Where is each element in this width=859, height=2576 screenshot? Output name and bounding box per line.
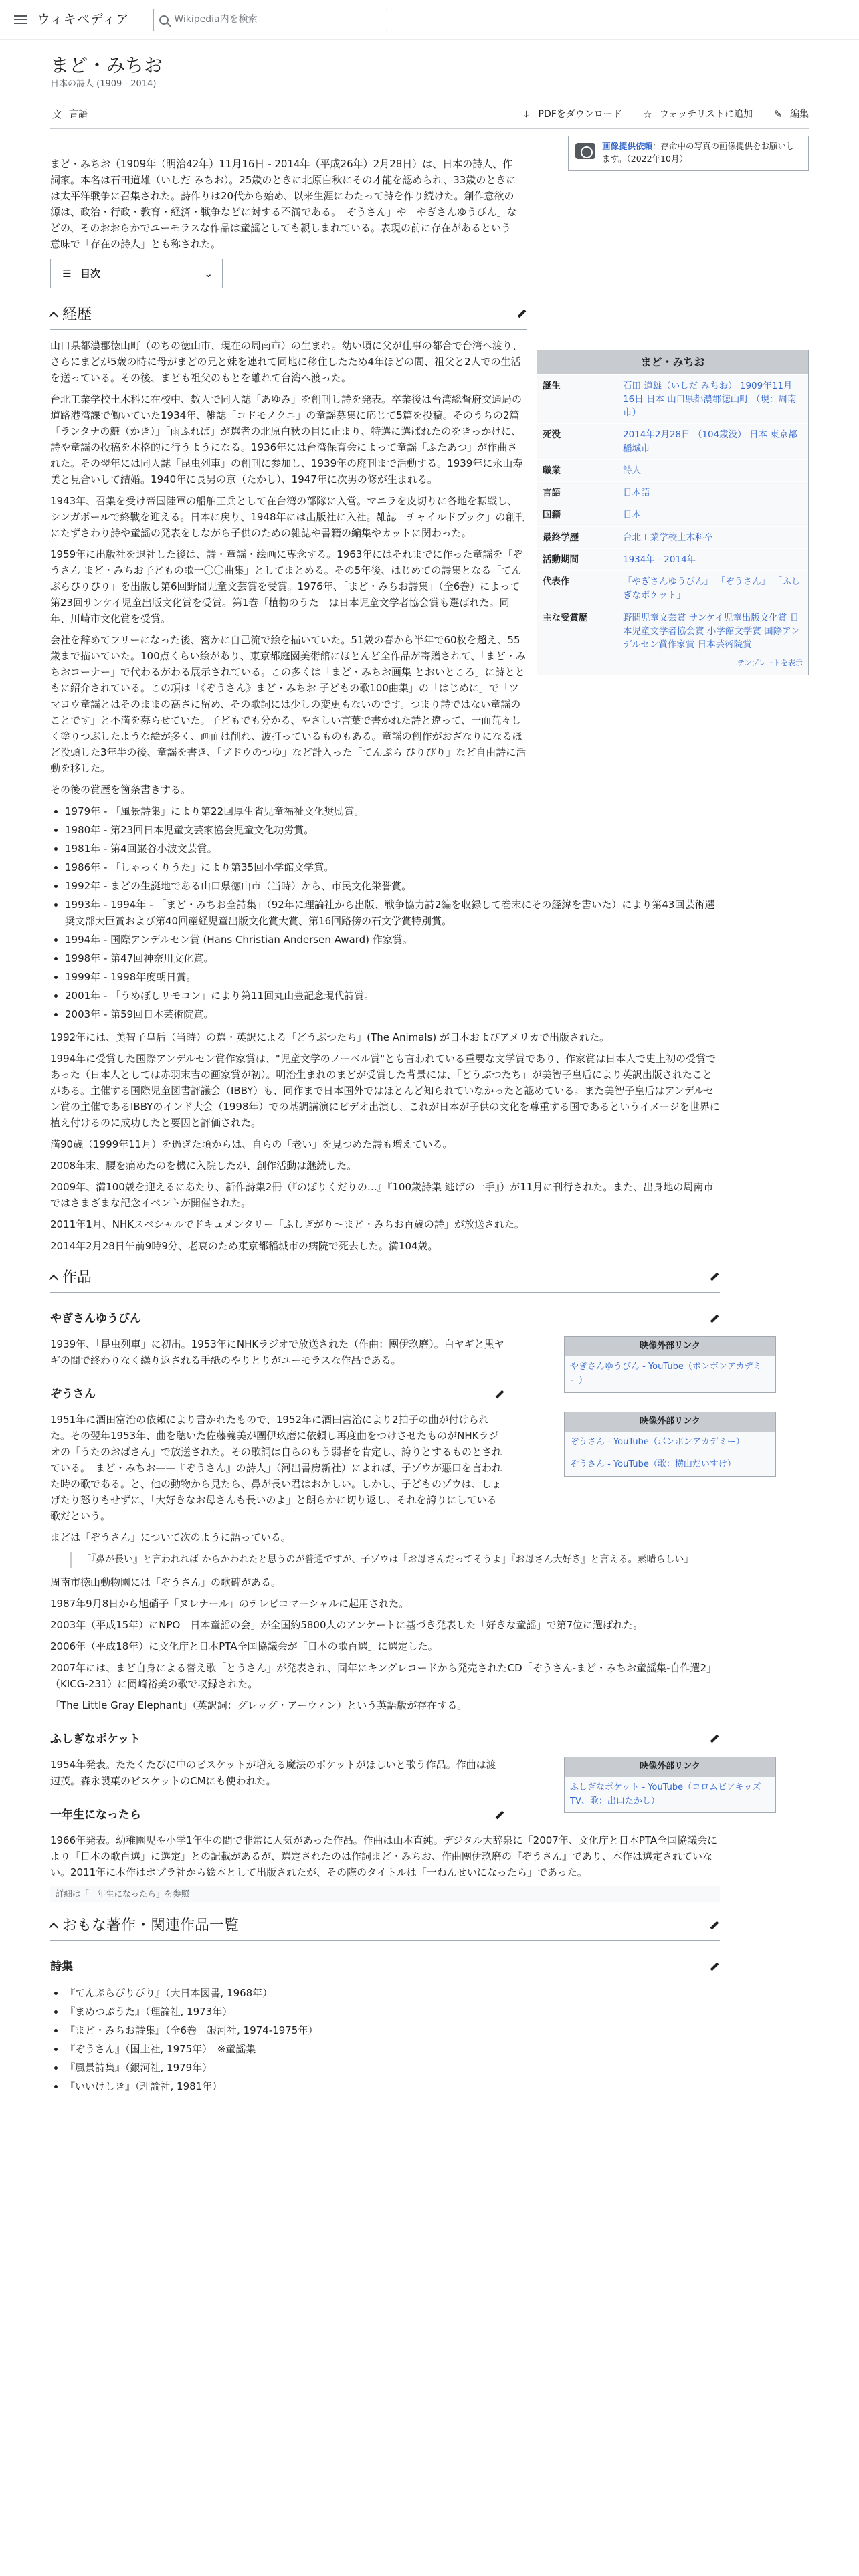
career-para: 山口県都濃郡徳山町（のちの徳山市、現在の周南市）の生まれ。幼い頃に父が仕事の都合で台湾へ渡り、さらにまどが5歳の時に母がまどの兄と妹を連れて同地に移住したため4年ほどの間、祖父と2人での生活を送っている。その後、まども祖父のもとを離れて台湾へ渡った。 xyxy=(50,339,522,384)
list-item: • 1992年 - まどの生誕地である山口県徳山市（当時）から、市民文化栄誉賞。 xyxy=(65,878,720,894)
show-template-link[interactable]: テンプレートを表示 xyxy=(737,659,803,668)
infobox-row: 言語 日本語 xyxy=(537,481,808,504)
page-subtitle: 日本の詩人 (1909 - 2014) xyxy=(50,79,157,90)
zou-para: 「The Little Gray Elephant」（英訳詞：グレッグ・アーウィン）という英語版が存在する。 xyxy=(50,1699,468,1711)
video-link-box: 映像外部リンク やぎさんゆうびん - YouTube（ボンボンアカデミー） xyxy=(564,1336,776,1392)
site-logo[interactable]: ウィキペディア xyxy=(37,12,130,27)
video-link[interactable]: やぎさんゆうびん - YouTube（ボンボンアカデミー） xyxy=(570,1362,762,1386)
image-request-notice: 画像提供依頼：存命中の写真の画像提供をお願いします。（2022年10月） xyxy=(50,136,809,171)
infobox-row: 主な受賞歴 野間児童文芸賞 サンケイ児童出版文化賞 日本児童文学者協会賞 小学館文学賞 国際アンデルセン賞作家賞 日本芸術院賞 xyxy=(537,607,808,656)
search-input[interactable]: Wikipedia内を検索 xyxy=(174,14,258,25)
section-heading-bibliography: おもな著作・関連作品一覧 xyxy=(50,1914,720,1941)
download-pdf-button[interactable]: ⤓ PDFをダウンロード xyxy=(520,107,622,122)
edit-icon[interactable] xyxy=(494,1810,505,1821)
awards-intro: その後の賞歴を箇条書きする。 xyxy=(50,783,191,796)
subsection-pocket: ふしぎなポケット xyxy=(50,1731,720,1749)
list-item: • 1994年 - 国際アンデルセン賞 (Hans Christian Andersen Award) 作家賞。 xyxy=(65,932,720,948)
bibliography-list xyxy=(50,1985,720,2095)
ichinen-text: 1966年発表。幼稚園児や小学1年生の間で非常に人気があった作品。作曲は山本直純。デジタル大辞泉に「2007年、文化庁と日本PTA全国協議会により「日本の歌百選」に選定」との記載があるが、選定されたのは作詞まど・みちお、作曲團伊玖磨の『ぞうさん』であり、本作は選定されていない。2011年に本作はポプラ社から絵本として出版されたが、その際のタイトルは「一ねんせいになったら」であった。 xyxy=(50,1834,718,1879)
career-para: 2008年末、腰を痛めたのを機に入院したが、創作活動は継続した。 xyxy=(50,1159,357,1172)
hatnote[interactable]: 詳細は「一年生になったら」を参照 xyxy=(50,1886,720,1902)
list-item: • 1998年 - 第47回神奈川文化賞。 xyxy=(65,950,720,966)
list-item: • 1986年 - 「しゃっくりうた」により第35回小学館文学賞。 xyxy=(65,859,720,875)
list-item: • 1980年 - 第23回日本児童文芸家協会児童文化功労賞。 xyxy=(65,822,720,838)
video-link-box: 映像外部リンク ふしぎなポケット - YouTube（コロムビアキッズTV、歌：出口たかし） xyxy=(564,1757,776,1813)
edit-icon[interactable] xyxy=(709,1734,720,1745)
career-para: 2014年2月28日午前9時9分、老衰のため東京都稲城市の病院で死去した。満104歳。 xyxy=(50,1239,438,1252)
list-item: • 1999年 - 1998年度朝日賞。 xyxy=(65,969,720,985)
infobox-row: 活動期間 1934年 - 2014年 xyxy=(537,548,808,570)
zou-quote-intro: まどは「ぞうさん」について次のように語っている。 xyxy=(50,1531,291,1544)
toc-button[interactable]: ☰ 目次 ⌄ xyxy=(50,259,223,288)
infobox-row: 職業 詩人 xyxy=(537,459,808,481)
career-para: 1992年には、美智子皇后（当時）の選・英訳による「どうぶつたち」(The Animals) が日本およびアメリカで出版された。 xyxy=(50,1031,609,1043)
infobox-row: 国籍 日本 xyxy=(537,504,808,526)
section-heading-career: 経歴 xyxy=(50,303,527,330)
video-link[interactable]: ぞうさん - YouTube（ボンボンアカデミー） xyxy=(570,1437,745,1448)
career-para: 台北工業学校土木科に在校中、数人で同人誌「あゆみ」を創刊し詩を発表。卒業後は台湾総督府交通局の道路港湾課で働いていた1934年、雑誌「コドモノクニ」の童謡募集に応じて5篇を投稿。そのうちの2篇「ランタナの籬（かき）」「雨ふれば」が選者の北原白秋の目に止まり、特選に選ばれたのをきっかけに、詩や童謡の投稿を本格的に行うようになる。1936年には台湾保育会によって童謡「ふたあつ」が作曲された。その翌年には同人誌「昆虫列車」の創刊に参加し、1939年の廃刊まで活動する。1939年に永山寿美と見合いして結婚。1940年に長男の京（たかし）、1947年に次男の修が生まれる。 xyxy=(50,393,523,486)
career-para: 2009年、満100歳を迎えるにあたり、新作詩集2冊（『のぼりくだりの…』『100歳詩集 逃げの一手』）が11月に刊行された。また、出身地の周南市ではさまざまな記念イベントが開催された。 xyxy=(50,1180,714,1209)
zou-para: 2003年（平成15年）にNPO「日本童謡の会」が全国約5800人のアンケートに基づき発表した「好きな童謡」で第7位に選ばれた。 xyxy=(50,1618,644,1631)
star-icon: ☆ xyxy=(643,108,652,121)
watchlist-button[interactable]: ☆ ウォッチリストに追加 xyxy=(641,107,753,122)
infobox-row: 死没 2014年2月28日 （104歳没） 日本 東京都稲城市 xyxy=(537,423,808,459)
edit-icon[interactable] xyxy=(709,1921,720,1931)
edit-icon[interactable] xyxy=(709,1272,720,1283)
download-icon: ⤓ xyxy=(524,108,529,121)
list-item: • 『てんぷらぴりぴり』（大日本図書, 1968年） xyxy=(65,1985,720,2001)
list-item: • 『いいけしき』（理論社, 1981年） xyxy=(65,2078,720,2095)
image-request-link[interactable]: 画像提供依頼 xyxy=(602,141,653,152)
pocket-text: 1954年発表。たたくたびに中のビスケットが増える魔法のポケットがほしいと歌う作品。作曲は渡辺茂。森永製菓のビスケットのCMにも使われた。 xyxy=(50,1759,496,1788)
subsection-zou: ぞうさん xyxy=(50,1386,505,1404)
edit-button[interactable]: ✎ 編集 xyxy=(771,107,809,122)
video-link-box: 映像外部リンク ぞうさん - YouTube（ボンボンアカデミー） ぞうさん - YouTube（歌：横山だいすけ） xyxy=(564,1412,776,1476)
zou-para: 2006年（平成18年）に文化庁と日本PTA全国協議会が「日本の歌百選」に選定した。 xyxy=(50,1640,438,1652)
lead-paragraph: まど・みちお（1909年（明治42年）11月16日 - 2014年（平成26年）2月28日）は、日本の詩人、作詞家。本名は石田道雄（いしだ みちお）。25歳のときに北原白秋にその才能を認められ、33歳のときには太平洋戦争に召集された。詩作りは20代から始め、以来生涯にわたって詩を作り続けた。創作意欲の源は、政治・行政・教育・経済・戦争などに対する不満である。「ぞうさん」や「やぎさんゆうびん」などの、そのおおらかでユーモラスな作品は童謡としても親しまれている。表現の前に存在があるという意味で「存在の詩人」とも称された。 xyxy=(50,157,517,250)
video-link[interactable]: ぞうさん - YouTube（歌：横山だいすけ） xyxy=(570,1459,736,1470)
edit-icon[interactable] xyxy=(709,1314,720,1325)
list-item: • 2001年 - 「うめぼしリモコン」により第11回丸山豊記念現代詩賞。 xyxy=(65,988,720,1004)
pencil-icon: ✎ xyxy=(773,108,783,121)
career-para: 1994年に受賞した国際アンデルセン賞作家賞は、"児童文学のノーベル賞"とも言われている重要な文学賞であり、作家賞は日本人で史上初の受賞であった（日本人としては赤羽末吉の画家賞が初）。明治生まれのまどが受賞した背景には、「どうぶつたち」が美智子皇后により英訳出版されたことがある。主催する国際児童図書評議会（IBBY）も、同作まで日本国外ではほとんど知られていなかったと認めている。また美智子皇后はアンデルセン賞の主催であるIBBYのインド大会（1998年）での基調講演にビデオ出演し、これが日本が子供の文化を尊重する国であるというイメージを世界に植え付けるのに成功したと要因と評価された。 xyxy=(50,1052,720,1129)
list-item: • 『まめつぶうた』（理論社, 1973年） xyxy=(65,2004,720,2020)
career-para: 1943年、召集を受け帝国陸軍の船舶工兵として在台湾の部隊に入営。マニラを皮切りに各地を転戦し、シンガポールで終戦を迎える。日本に戻り、1948年には出版社に入社。雑誌「チャイルドブック」の創刊にたずさわり詩や童謡の発表をしながら子供のための雑誌や書籍の編集やカットに関わった。 xyxy=(50,494,526,539)
subsection-poetry: 詩集 xyxy=(50,1958,720,1976)
career-para: 1959年に出版社を退社した後は、詩・童謡・絵画に専念する。1963年にはそれまでに作った童謡を「ぞうさん まど・みちお子どもの歌一〇〇曲集」としてまとめる。その5年後、はじめての詩集となる「てんぷらぴりぴり」を出版し第6回野間児童文芸賞を受賞。1976年、「まど・みちお詩集」（全6巻）によって第23回サンケイ児童出版文化賞を受賞。第1巻「植物のうた」は日本児童文学者協会賞も選ばれた。同年、川崎市文化賞を受賞。 xyxy=(50,548,523,625)
zou-para: 1987年9月8日から旭硝子「ヌレナール」のテレビコマーシャルに起用された。 xyxy=(50,1597,409,1610)
list-item: • 『まど・みちお詩集』（全6巻 銀河社, 1974-1975年） xyxy=(65,2022,720,2038)
section-heading-works: 作品 xyxy=(50,1266,720,1293)
zou-para: 2007年には、まど自身による替え歌「とうさん」が発表され、同年にキングレコードから発売されたCD「ぞうさん-まど・みちお童謡集-自作選2」（KICG-231）に岡崎裕美の歌で収録された。 xyxy=(50,1661,717,1690)
infobox-title: まど・みちお xyxy=(537,350,808,374)
language-icon: 文 xyxy=(52,108,62,121)
page-title: まど・みちお xyxy=(50,54,163,76)
quote-block: 「『鼻が長い』と言われれば からかわれたと思うのが普通ですが、子ゾウは『お母さんだってそうよ』『お母さん大好き』と言える。素晴らしい」 xyxy=(70,1552,700,1567)
collapse-icon[interactable] xyxy=(49,1923,58,1932)
collapse-icon[interactable] xyxy=(49,312,58,321)
edit-icon[interactable] xyxy=(709,1962,720,1973)
list-item: • 1979年 - 「風景詩集」により第22回厚生省児童福祉文化奨励賞。 xyxy=(65,803,720,819)
list-item: • 1981年 - 第4回巌谷小波文芸賞。 xyxy=(65,841,720,857)
career-para: 会社を辞めてフリーになった後、密かに自己流で絵を描いていた。51歳の春から半年で60枚を超え、55歳まで描いていた。100点くらい絵があり、東京都庭園美術館にほとんど全作品が寄贈されて、「まど・みちおコーナー」で代わるがわる展示されている。この多くは「まど・みちお画集 とおいところ」に詩とともに紹介されている。この項は「《ぞうさん》まど・みちお 子どもの歌100曲集」の「はじめに」で「ツマヨウ童謡とはそのままの高さに留め、その歌詞には少しの変更もないのです。つまり詩ではない童謡のことです」と不満を募らせていた。子どもでも分かる、やさしい言葉で書かれた詩と違って、一面荒々しく塗りつぶしたような絵が多く、画面は削れ、波打っているものもある。童謡の創作がおざなりになるほど没頭した3年半の後、童謡を書き、「ブドウのつゆ」など計入った「てんぷら ぴりぴり」など自由詩に活動を移した。 xyxy=(50,633,527,774)
video-link[interactable]: ふしぎなポケット - YouTube（コロムビアキッズTV、歌：出口たかし） xyxy=(570,1782,761,1806)
edit-icon[interactable] xyxy=(494,1390,505,1400)
awards-list xyxy=(50,803,720,1023)
infobox-row: 最終学歴 台北工業学校土木科卒 xyxy=(537,526,808,548)
language-button[interactable]: 文 言語 xyxy=(50,107,88,122)
article-toolbar xyxy=(50,100,809,129)
collapse-icon[interactable] xyxy=(49,1275,58,1284)
subsection-ichinen: 一年生になったら xyxy=(50,1806,505,1824)
infobox-row: 代表作 「やぎさんゆうびん」 「ぞうさん」 「ふしぎなポケット」 xyxy=(537,570,808,607)
list-item: • 『ぞうさん』（国土社, 1975年） ※童謡集 xyxy=(65,2041,720,2057)
edit-icon[interactable] xyxy=(516,309,527,320)
list-icon: ☰ xyxy=(62,267,72,280)
chevron-down-icon: ⌄ xyxy=(204,267,213,280)
zou-para: 周南市徳山動物園には「ぞうさん」の歌碑がある。 xyxy=(50,1576,282,1588)
list-item: • 1993年 - 1994年 - 「まど・みちお全詩集」（92年に理論社から出版、戦争協力詩2編を収録して巻末にその経緯を書いた）により第43回芸術選奨文部大臣賞および第40回産経児童出版文化賞大賞、第16回路傍の石文学賞特別賞。 xyxy=(65,897,720,929)
infobox xyxy=(537,350,809,675)
search-icon xyxy=(159,15,169,25)
yagi-text: 1939年、「昆虫列車」に初出。1953年にNHKラジオで放送された（作曲：團伊玖磨）。白ヤギと黒ヤギの間で終わりなく繰り返される手紙のやりとりがユーモラスな作品である。 xyxy=(50,1338,504,1367)
subsection-yagi: やぎさんゆうびん xyxy=(50,1310,720,1328)
search-box[interactable] xyxy=(153,9,387,31)
zou-text: 1951年に酒田富治の依頼により書かれたもので、1952年に酒田富治により2拍子の曲が付けられた。その翌年1953年、曲を聴いた佐藤義美が團伊玖磨に依頼し再度曲をつけさせたものがNHKラジオの「うたのおばさん」で放送された。その歌詞は自らのもう弱者を肯定し、誇りとするものとされている。「まど・みちお——『ぞうさん』の詩人」（河出書房新社）によれば、子ゾウが悪口を言われた時の歌である。と、他の動物から見たら、鼻が長い君はおかしい。しかし、子どものゾウは、しょげたり怒りもせずに、「大好きなお母さんも長いのよ」と朗らかに切り返し、それを誇りにしている歌だという。 xyxy=(50,1414,502,1523)
top-bar xyxy=(0,0,859,40)
menu-icon[interactable] xyxy=(13,13,28,27)
career-para: 2011年1月、NHKスペシャルでドキュメンタリー「ふしぎがり〜まど・みちお百歳の詩」が放送された。 xyxy=(50,1218,524,1230)
career-para: 満90歳（1999年11月）を過ぎた頃からは、自らの「老い」を見つめた詩も増えている。 xyxy=(50,1138,453,1150)
infobox-row: 誕生 石田 道雄（いしだ みちお） 1909年11月16日 日本 山口県都濃郡徳山町 （現：周南市） xyxy=(537,374,808,424)
list-item: • 2003年 - 第59回日本芸術院賞。 xyxy=(65,1006,720,1023)
list-item: • 『風景詩集』（銀河社, 1979年） xyxy=(65,2060,720,2076)
